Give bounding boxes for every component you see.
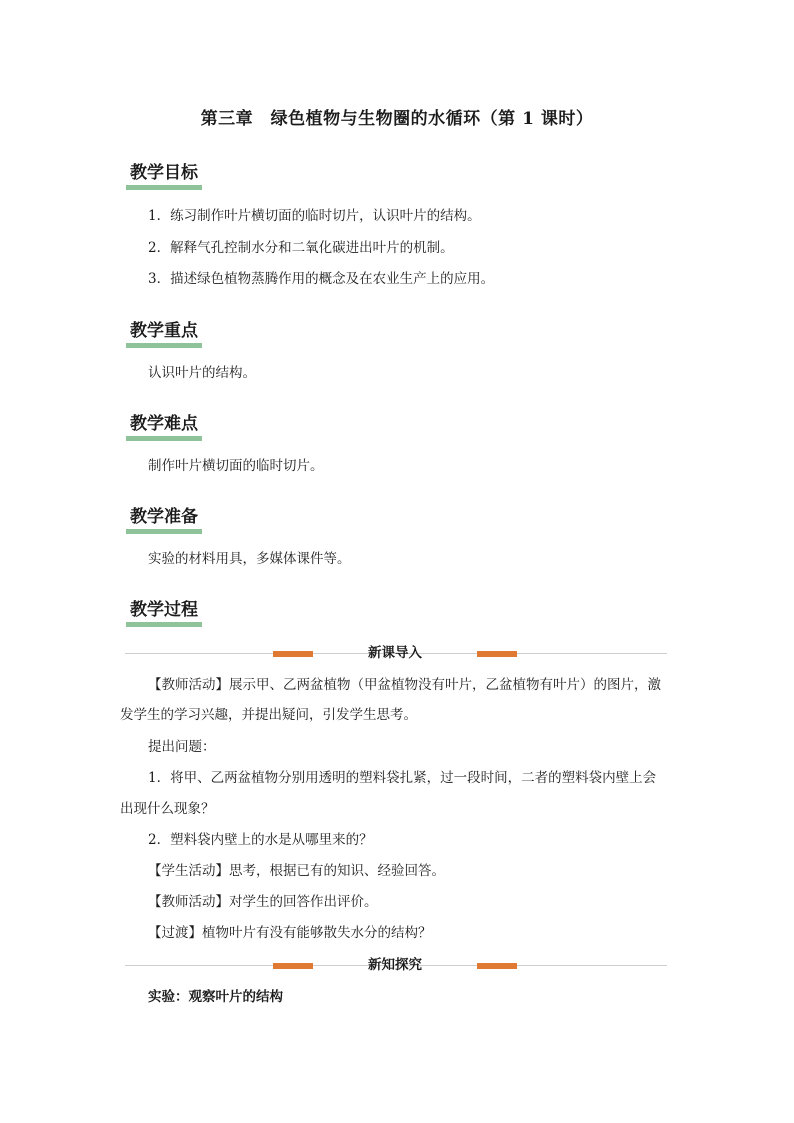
divider-label: 新知探究 (368, 957, 422, 973)
intro-line: 发学生的学习兴趣，并提出疑问，引发学生思考。 (120, 707, 417, 723)
heading-key-points: 教学重点 (126, 320, 202, 344)
intro-line: 【过渡】植物叶片有没有能够散失水分的结构？ (148, 925, 432, 941)
objective-item: 2．解释气孔控制水分和二氧化碳进出叶片的机制。 (148, 240, 454, 256)
intro-line: 提出问题： (148, 739, 216, 755)
intro-line: 出现什么现象？ (120, 801, 215, 817)
divider-accent-left (273, 651, 313, 657)
section-divider-explore (125, 957, 667, 973)
heading-difficulties: 教学难点 (126, 413, 202, 437)
objective-item: 3．描述绿色植物蒸腾作用的概念及在农业生产上的应用。 (148, 271, 495, 287)
intro-line: 【学生活动】思考，根据已有的知识、经验回答。 (148, 863, 445, 879)
divider-accent-right (477, 963, 517, 969)
intro-line: 1．将甲、乙两盆植物分别用透明的塑料袋扎紧，过一段时间，二者的塑料袋内壁上会 (148, 770, 657, 786)
divider-label: 新课导入 (368, 645, 422, 661)
heading-underline (126, 622, 202, 627)
preparation-text: 实验的材料用具，多媒体课件等。 (148, 551, 351, 567)
heading-process: 教学过程 (126, 599, 202, 623)
heading-underline (126, 343, 202, 348)
objective-item: 1．练习制作叶片横切面的临时切片，认识叶片的结构。 (148, 208, 481, 224)
divider-accent-right (477, 651, 517, 657)
heading-underline (126, 185, 202, 190)
key-points-text: 认识叶片的结构。 (148, 365, 256, 381)
intro-line: 【教师活动】对学生的回答作出评价。 (148, 894, 378, 910)
divider-accent-left (273, 963, 313, 969)
heading-preparation: 教学准备 (126, 506, 202, 530)
heading-underline (126, 529, 202, 534)
intro-line: 【教师活动】展示甲、乙两盆植物（甲盆植物没有叶片，乙盆植物有叶片）的图片，激 (148, 677, 661, 693)
document-title: 第三章 绿色植物与生物圈的水循环（第 1 课时） (200, 109, 594, 129)
intro-line: 2．塑料袋内壁上的水是从哪里来的？ (148, 832, 373, 848)
heading-objectives: 教学目标 (126, 162, 202, 186)
experiment-title: 实验：观察叶片的结构 (148, 989, 283, 1005)
heading-underline (126, 436, 202, 441)
difficulties-text: 制作叶片横切面的临时切片。 (148, 458, 324, 474)
section-divider-intro (125, 645, 667, 661)
